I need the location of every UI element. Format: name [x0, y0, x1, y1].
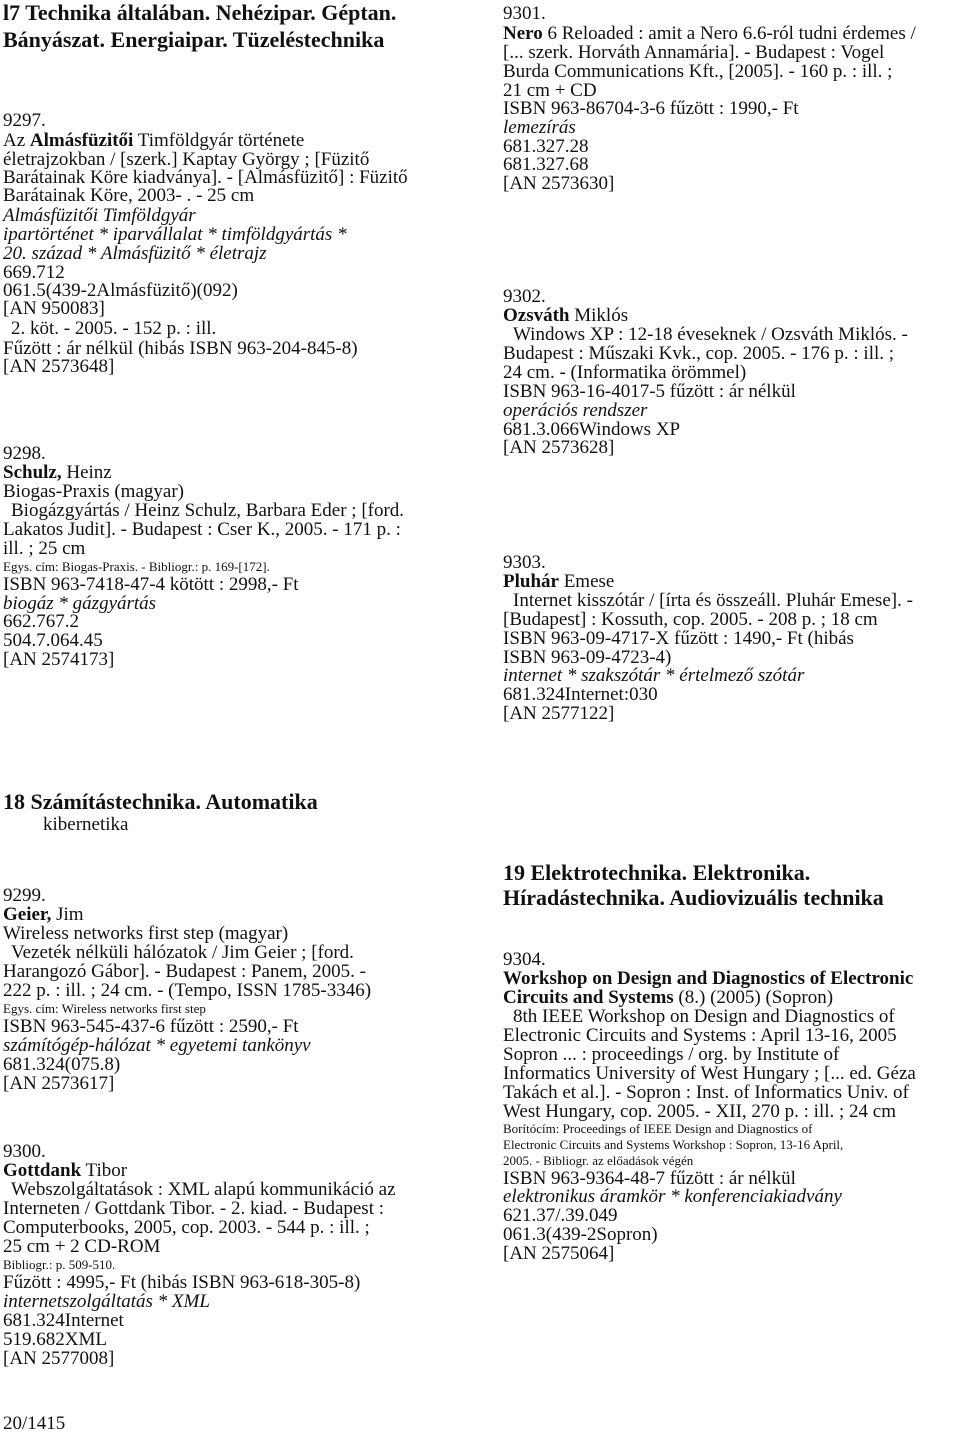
- entry-line: Wireless networks first step (magyar): [3, 923, 289, 944]
- udc-code: 061.3(439-2Sopron): [503, 1224, 658, 1245]
- entry-line: Internet kisszótár / [írta és összeáll. Pluhár Emese]. -: [513, 590, 913, 611]
- entry-line: Burda Communications Kft., [2005]. - 160 p. : ill. ;: [503, 61, 893, 82]
- author-given: Tibor: [81, 1160, 128, 1181]
- udc-code: 681.324Internet:030: [503, 684, 658, 705]
- udc-code: 681.327.68: [503, 154, 589, 175]
- entry-line: Informatics University of West Hungary ; [... ed. Géza: [503, 1063, 916, 1084]
- section-17-heading-line2: Bányászat. Energiaipar. Tüzeléstechnika: [3, 27, 385, 52]
- note-line: Bibliogr.: p. 509-510.: [3, 1257, 116, 1272]
- isbn-line: ISBN 963-09-4717-X fűzött : 1490,- Ft (hibás: [503, 628, 854, 649]
- entry-line: Webszolgáltatások : XML alapú kommunikáció az: [11, 1179, 396, 1200]
- author-line: [3, 463, 112, 482]
- udc-code: 681.324(075.8): [3, 1054, 121, 1075]
- section-18-heading: 18 Számítástechnika. Automatika: [3, 789, 318, 814]
- subject-line: Almásfüzitői Timföldgyár: [3, 205, 196, 226]
- udc-code: 669.712: [3, 262, 65, 283]
- price-line: Fűzött : 4995,- Ft (hibás ISBN 963-618-305-8): [3, 1272, 361, 1293]
- entry-title-line: [3, 131, 304, 150]
- entry-line: Sopron ... : proceedings / org. by Institute of: [503, 1044, 840, 1065]
- page-number: 20/1415: [3, 1413, 66, 1434]
- subject-line: 20. század * Almásfüzitő * életrajz: [3, 243, 267, 264]
- udc-code: 504.7.064.45: [3, 630, 103, 651]
- entry-line: Windows XP : 12-18 éveseknek / Ozsváth Miklós. -: [513, 324, 908, 345]
- an-number: [AN 2575064]: [503, 1243, 615, 1264]
- entry-line: [Budapest] : Kossuth, cop. 2005. - 208 p. ; 18 cm: [503, 609, 878, 630]
- entry-line: 8th IEEE Workshop on Design and Diagnostics of: [513, 1006, 895, 1027]
- price-line: Fűzött : ár nélkül (hibás ISBN 963-204-845-8): [3, 338, 358, 359]
- section-19-heading-line2: Híradástechnika. Audiovizuális technika: [503, 885, 884, 910]
- title-keyword: Nero: [503, 23, 543, 44]
- note-line: 2005. - Bibliogr. az előadások végén: [503, 1153, 694, 1168]
- isbn-line: ISBN 963-16-4017-5 fűzött : ár nélkül: [503, 381, 796, 402]
- note-line: Borítócím: Proceedings of IEEE Design and Diagnostics of: [503, 1121, 813, 1136]
- entry-line: Takách et al.]. - Sopron : Inst. of Informatics Univ. of: [503, 1082, 909, 1103]
- udc-code: 681.3.066Windows XP: [503, 419, 681, 440]
- isbn-line: ISBN 963-09-4723-4): [503, 647, 672, 668]
- author-given: Jim: [51, 904, 84, 925]
- entry-line: Interneten / Gottdank Tibor. - 2. kiad. - Budapest :: [3, 1198, 385, 1219]
- an-number: [AN 2573628]: [503, 437, 615, 458]
- title-text-rest: Timföldgyár története: [133, 130, 305, 151]
- entry-line: Biogázgyártás / Heinz Schulz, Barbara Eder ; [ford.: [11, 500, 405, 521]
- subject-line: lemezírás: [503, 117, 576, 138]
- an-number: [AN 2577122]: [503, 703, 615, 724]
- volume-line: 2. köt. - 2005. - 152 p. : ill.: [11, 318, 217, 339]
- entry-line: életrajzokban / [szerk.] Kaptay György ; [Füzitő: [3, 149, 370, 170]
- entry-number: 9302.: [503, 286, 546, 307]
- entry-number: 9299.: [3, 885, 46, 906]
- author-given: Heinz: [61, 462, 112, 483]
- udc-code: 681.324Internet: [3, 1310, 124, 1331]
- isbn-line: ISBN 963-7418-47-4 kötött : 2998,- Ft: [3, 574, 299, 595]
- udc-code: 061.5(439-2Almásfüzitő)(092): [3, 280, 238, 301]
- entry-line: Electronic Circuits and Systems : April 13-16, 2005: [503, 1025, 897, 1046]
- udc-code: 662.767.2: [3, 611, 79, 632]
- entry-number: 9300.: [3, 1141, 46, 1162]
- author-surname: Pluhár: [503, 571, 559, 592]
- entry-line: Budapest : Műszaki Kvk., cop. 2005. - 176 p. : ill. ;: [503, 343, 895, 364]
- section-17-heading-line1: l7 Technika általában. Nehézipar. Géptan.: [3, 0, 397, 25]
- entry-line: Vezeték nélküli hálózatok / Jim Geier ; [ford.: [11, 942, 354, 963]
- entry-number: 9303.: [503, 552, 546, 573]
- note-line: Egys. cím: Biogas-Praxis. - Bibliogr.: p. 169-[172].: [3, 559, 270, 574]
- subject-line: biogáz * gázgyártás: [3, 593, 157, 614]
- an-number: [AN 2577008]: [3, 1348, 115, 1369]
- subject-line: operációs rendszer: [503, 400, 648, 421]
- entry-line: 21 cm + CD: [503, 80, 597, 101]
- an-number: [AN 2573617]: [3, 1073, 115, 1094]
- isbn-line: ISBN 963-86704-3-6 fűzött : 1990,- Ft: [503, 98, 799, 119]
- note-line: Egys. cím: Wireless networks first step: [3, 1001, 206, 1016]
- entry-line: 25 cm + 2 CD-ROM: [3, 1236, 161, 1257]
- entry-number: 9297.: [3, 110, 46, 131]
- entry-line: West Hungary, cop. 2005. - XII, 270 p. : ill. ; 24 cm: [503, 1101, 897, 1122]
- entry-line: [... szerk. Horváth Annamária]. - Budapest : Vogel: [503, 42, 885, 63]
- author-surname: Ozsváth: [503, 305, 570, 326]
- entry-line: Harangozó Gábor]. - Budapest : Panem, 2005. -: [3, 961, 367, 982]
- subject-line: ipartörténet * iparvállalat * timföldgyártás *: [3, 224, 347, 245]
- corporate-author-line: Workshop on Design and Diagnostics of Electronic: [503, 968, 914, 989]
- an-number: [AN 2574173]: [3, 649, 115, 670]
- author-surname: Geier,: [3, 904, 52, 925]
- section-19-heading-line1: 19 Elektrotechnika. Elektronika.: [503, 860, 811, 885]
- title-keyword: Almásfüzitői: [29, 130, 134, 151]
- an-number: [AN 950083]: [3, 298, 105, 319]
- udc-code: 681.327.28: [503, 136, 589, 157]
- author-surname: Schulz,: [3, 462, 62, 483]
- an-number: [AN 2573648]: [3, 356, 115, 377]
- author-line: [503, 572, 614, 591]
- entry-number: 9304.: [503, 949, 546, 970]
- entry-line: Barátainak Köre, 2003- . - 25 cm: [3, 185, 255, 206]
- section-18-subheading: kibernetika: [43, 814, 129, 835]
- entry-line: 24 cm. - (Informatika örömmel): [503, 362, 747, 383]
- entry-line: Biogas-Praxis (magyar): [3, 481, 184, 502]
- author-surname: Gottdank: [3, 1160, 82, 1181]
- entry-line: Lakatos Judit]. - Budapest : Cser K., 2005. - 171 p. :: [3, 519, 401, 540]
- note-line: Electronic Circuits and Systems Workshop : Sopron, 13-16 April,: [503, 1137, 844, 1152]
- an-number: [AN 2573630]: [503, 173, 615, 194]
- udc-code: 621.37/.39.049: [503, 1205, 618, 1226]
- udc-code: 519.682XML: [3, 1329, 107, 1350]
- corporate-author-rest: (8.) (2005) (Sopron): [673, 987, 834, 1008]
- entry-line: Computerbooks, 2005, cop. 2003. - 544 p. : ill. ;: [3, 1217, 370, 1238]
- author-given: Miklós: [569, 305, 629, 326]
- isbn-line: ISBN 963-545-437-6 fűzött : 2590,- Ft: [3, 1016, 299, 1037]
- corporate-author-line: [503, 988, 833, 1007]
- entry-line: Barátainak Köre kiadványa]. - [Almásfüzitő] : Füzitő: [3, 167, 408, 188]
- title-text: Az: [3, 130, 30, 151]
- corporate-author-bold: Circuits and Systems: [503, 987, 674, 1008]
- entry-number: 9301.: [503, 3, 546, 24]
- subject-line: internetszolgáltatás * XML: [3, 1291, 210, 1312]
- author-line: [3, 1161, 127, 1180]
- entry-line: 222 p. : ill. ; 24 cm. - (Tempo, ISSN 1785-3346): [3, 980, 372, 1001]
- subject-line: internet * szakszótár * értelmező szótár: [503, 665, 805, 686]
- subject-line: számítógép-hálózat * egyetemi tankönyv: [3, 1035, 311, 1056]
- author-line: [503, 306, 628, 325]
- title-text: 6 Reloaded : amit a Nero 6.6-ról tudni érdemes /: [542, 23, 916, 44]
- entry-title-line: [503, 24, 916, 43]
- isbn-line: ISBN 963-9364-48-7 fűzött : ár nélkül: [503, 1168, 796, 1189]
- subject-line: elektronikus áramkör * konferenciakiadvány: [503, 1186, 842, 1207]
- entry-number: 9298.: [3, 443, 46, 464]
- author-given: Emese: [558, 571, 615, 592]
- author-line: [3, 905, 84, 924]
- entry-line: ill. ; 25 cm: [3, 538, 86, 559]
